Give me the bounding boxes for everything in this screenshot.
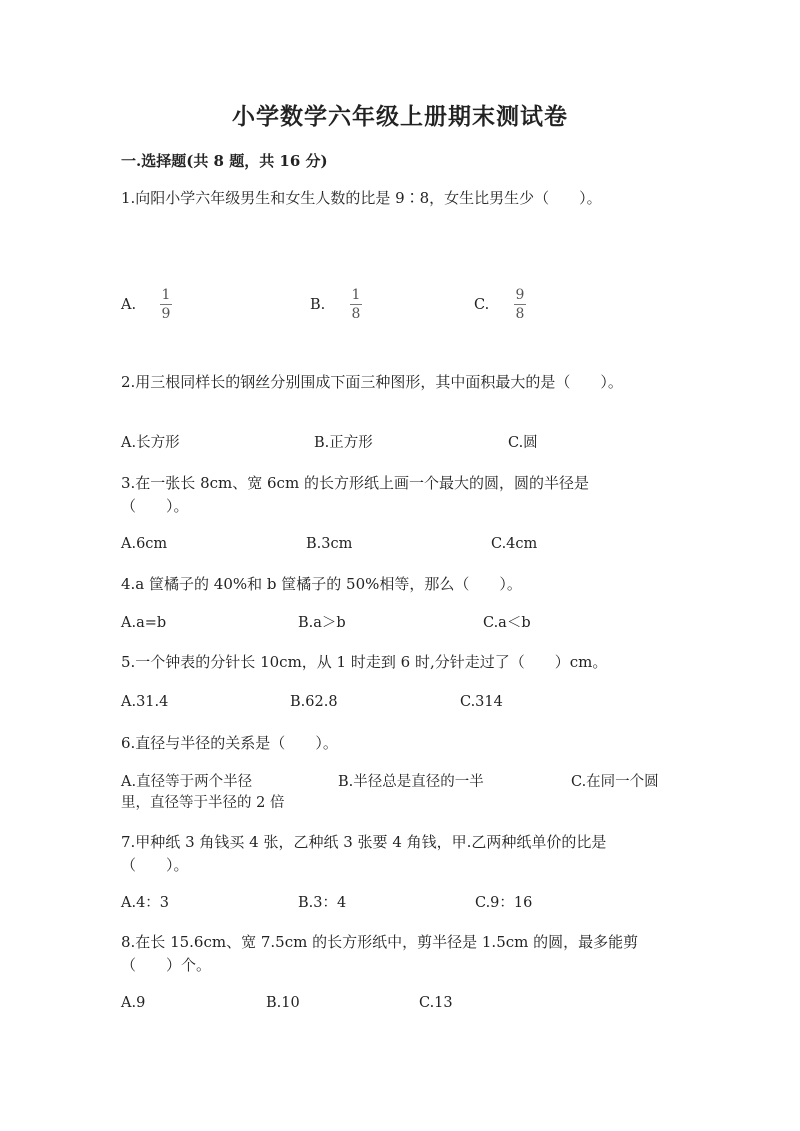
question-3-stem-line-2: （ ）。 xyxy=(121,497,189,515)
question-1-option-b-fraction xyxy=(350,287,362,322)
question-2-stem: 2.用三根同样长的钢丝分别围成下面三种图形，其中面积最大的是（ ）。 xyxy=(121,373,623,391)
question-8-option-a: A.9 xyxy=(121,995,146,1011)
question-3-option-a: A.6cm xyxy=(121,536,168,552)
fraction-bar xyxy=(350,304,362,305)
question-4-stem: 4.a 筐橘子的 40%和 b 筐橘子的 50%相等，那么（ ）。 xyxy=(121,575,522,593)
question-1-option-c-fraction xyxy=(514,287,526,322)
fraction-numerator: 1 xyxy=(161,287,171,303)
question-4-option-c: C.a＜b xyxy=(483,615,531,631)
question-2-option-b: B.正方形 xyxy=(314,435,373,451)
question-7-stem-line-2: （ ）。 xyxy=(121,856,189,874)
question-1-option-c-label: C. xyxy=(474,297,490,313)
question-8-option-b: B.10 xyxy=(266,995,300,1011)
fraction-numerator: 1 xyxy=(351,287,361,303)
question-2-option-a: A.长方形 xyxy=(121,435,180,451)
question-7-option-c: C.9：16 xyxy=(475,895,533,911)
question-6-stem: 6.直径与半径的关系是（ ）。 xyxy=(121,734,338,752)
question-6-option-c-continued: 里，直径等于半径的 2 倍 xyxy=(121,795,285,811)
question-5-stem: 5.一个钟表的分针长 10cm，从 1 时走到 6 时,分针走过了（ ）cm。 xyxy=(121,653,608,671)
question-1-option-a-label: A. xyxy=(121,297,137,313)
question-7-option-b: B.3：4 xyxy=(298,895,347,911)
question-4-option-a: A.a=b xyxy=(121,615,167,631)
question-4-option-b: B.a＞b xyxy=(298,615,346,631)
question-1-stem: 1.向阳小学六年级男生和女生人数的比是 9∶8，女生比男生少（ ）。 xyxy=(121,189,602,207)
fraction-bar xyxy=(514,304,526,305)
question-5-option-b: B.62.8 xyxy=(290,694,338,710)
question-8-option-c: C.13 xyxy=(419,995,453,1011)
question-6-option-b: B.半径总是直径的一半 xyxy=(338,774,484,790)
question-3-option-b: B.3cm xyxy=(306,536,353,552)
question-6-option-a: A.直径等于两个半径 xyxy=(121,774,253,790)
question-2-option-c: C.圆 xyxy=(508,435,538,451)
fraction-numerator: 9 xyxy=(515,287,525,303)
fraction-denominator: 8 xyxy=(351,306,361,322)
question-8-stem-line-2: （ ）个。 xyxy=(121,956,212,974)
question-5-option-c: C.314 xyxy=(460,694,503,710)
question-3-stem-line-1: 3.在一张长 8cm、宽 6cm 的长方形纸上画一个最大的圆，圆的半径是 xyxy=(121,474,589,492)
page-title: 小学数学六年级上册期末测试卷 xyxy=(232,103,568,130)
question-6-option-c: C.在同一个圆 xyxy=(571,774,659,790)
question-7-stem-line-1: 7.甲种纸 3 角钱买 4 张，乙种纸 3 张要 4 角钱，甲.乙两种纸单价的比是 xyxy=(121,833,607,851)
question-1-option-a-fraction xyxy=(160,287,172,322)
fraction-denominator: 9 xyxy=(161,306,171,322)
question-1-option-b-label: B. xyxy=(310,297,326,313)
fraction-bar xyxy=(160,304,172,305)
question-7-option-a: A.4：3 xyxy=(121,895,170,911)
section-heading: 一.选择题(共 8 题，共 16 分) xyxy=(121,152,328,170)
question-3-option-c: C.4cm xyxy=(491,536,538,552)
question-5-option-a: A.31.4 xyxy=(121,694,169,710)
fraction-denominator: 8 xyxy=(515,306,525,322)
question-8-stem-line-1: 8.在长 15.6cm、宽 7.5cm 的长方形纸中，剪半径是 1.5cm 的圆，最多能剪 xyxy=(121,933,639,951)
